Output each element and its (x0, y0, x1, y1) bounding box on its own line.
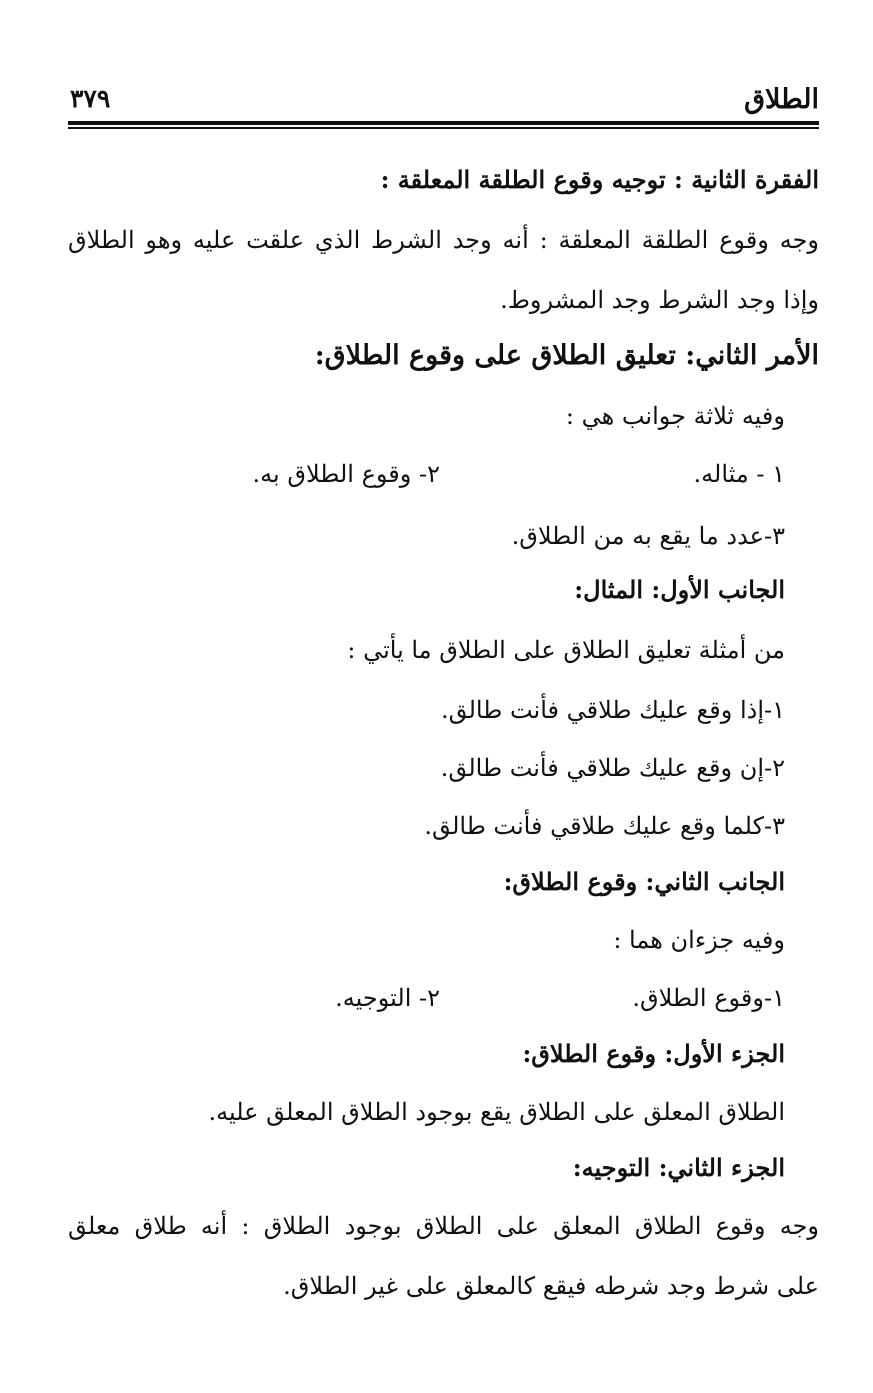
subsection-heading: الجانب الأول: المثال: (574, 575, 785, 604)
subsection-heading: الجزء الأول: وقوع الطلاق: (522, 1039, 785, 1068)
list-item: ٢-إن وقع عليك طلاقي فأنت طالق. (440, 754, 785, 782)
subsection-heading: الجزء الثاني: التوجيه: (572, 1153, 785, 1182)
paragraph-line: وفيه ثلاثة جوانب هي : (565, 402, 785, 430)
paragraph-line: على شرط وجد شرطه فيقع كالمعلق على غير الطلاق. (283, 1272, 819, 1300)
header-rule-thin (68, 127, 819, 129)
paragraph-line: وفيه جزءان هما : (613, 926, 785, 954)
running-header (68, 84, 819, 118)
subsection-heading: الجانب الثاني: وقوع الطلاق: (503, 867, 785, 896)
paragraph-line: الطلاق المعلق على الطلاق يقع بوجود الطلاق المعلق عليه. (208, 1098, 785, 1126)
paragraph-line: من أمثلة تعليق الطلاق على الطلاق ما يأتي : (347, 636, 785, 664)
list-item: ١-إذا وقع عليك طلاقي فأنت طالق. (440, 696, 785, 724)
header-title: الطلاق (744, 84, 819, 115)
paragraph-line: وجه وقوع الطلقة المعلقة : أنه وجد الشرط الذي علقت عليه وهو الطلاق (68, 226, 819, 254)
list-item: ٣-عدد ما يقع به من الطلاق. (511, 522, 785, 550)
header-rule-thick (68, 121, 819, 125)
list-item: ٣-كلما وقع عليك طلاقي فأنت طالق. (424, 812, 785, 840)
list-item: ١-وقوع الطلاق. (632, 984, 785, 1012)
list-item: ٢- وقوع الطلاق به. (252, 460, 440, 488)
section-heading: الأمر الثاني: تعليق الطلاق على وقوع الطلاق: (314, 340, 819, 371)
subsection-heading: الفقرة الثانية : توجيه وقوع الطلقة المعلقة : (380, 165, 819, 194)
header-rule (68, 121, 819, 129)
list-item: ١ - مثاله. (693, 460, 785, 488)
list-item: ٢- التوجيه. (335, 984, 440, 1012)
paragraph-line: وإذا وجد الشرط وجد المشروط. (500, 286, 819, 314)
paragraph-line: وجه وقوع الطلاق المعلق على الطلاق بوجود الطلاق : أنه طلاق معلق (68, 1212, 819, 1240)
page-number: ٣٧٩ (70, 84, 111, 113)
